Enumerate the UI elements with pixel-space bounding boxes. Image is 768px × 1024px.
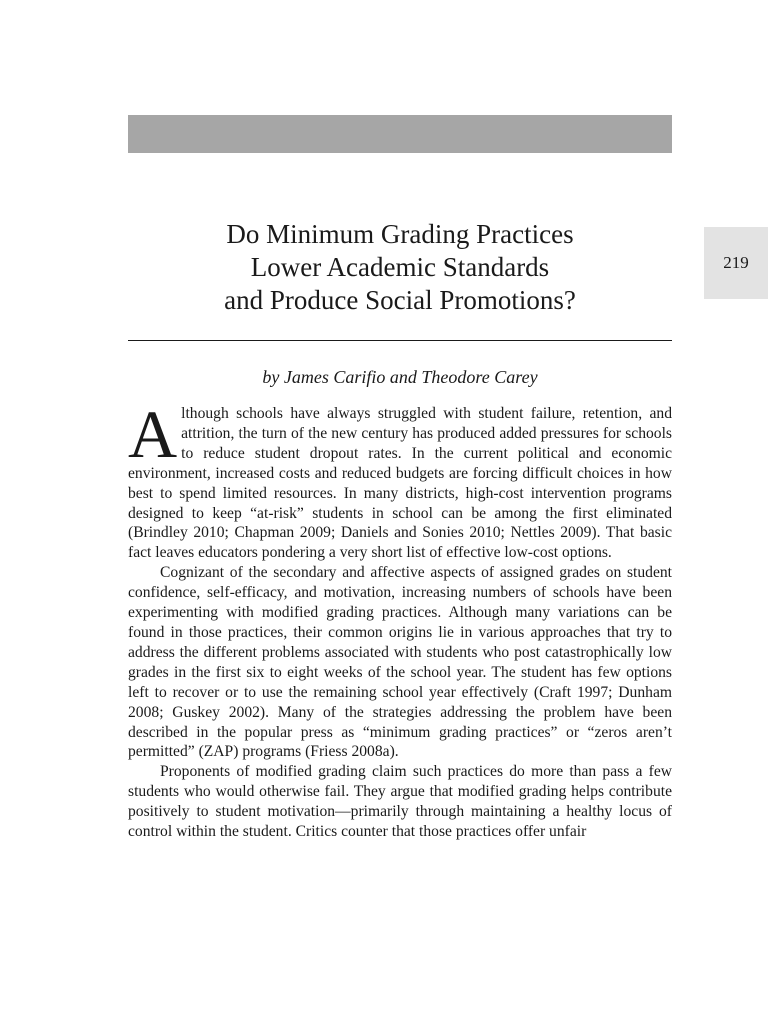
article-title [128,218,672,317]
drop-cap: A [128,396,178,472]
header-bar [128,115,672,153]
body-paragraph-1 [128,396,672,563]
author-byline: by James Carifio and Theodore Carey [262,367,538,387]
body-paragraph-3: Proponents of modified grading claim such practices do more than pass a few students who would otherwise fail. They argue that modified grading helps contribute positively to student motivation—primarily through maintaining a healthy locus of control within the student. Critics counter that those practices offer unfair [128,763,672,841]
article-title-line-1: Do Minimum Grading Practices [226,219,574,249]
body-paragraph-1-text: lthough schools have always struggled with student failure, retention, and attrition, the turn of the new century has produced added pressures for schools to reduce student dropout rates. In the current political and economic environment, increased costs and reduced budgets are forcing difficult choices in how best to spend limited resources. In many districts, high-cost intervention programs designed to keep “at-risk” students in school can be among the first eliminated (Brindley 2010; Chapman 2009; Daniels and Sonies 2010; Nettles 2009). That basic fact leaves educators pondering a very short list of effective low-cost options. [128,405,672,562]
article-title-line-3: and Produce Social Promotions? [224,285,576,315]
article-title-line-2: Lower Academic Standards [250,252,550,282]
article-body [128,396,672,842]
page-number-tab [704,227,768,299]
body-paragraph-2: Cognizant of the secondary and affective aspects of assigned grades on student confidence, self-efficacy, and motivation, increasing numbers of schools have been experimenting with modified grading practices. Although many variations can be found in those practices, their common origins lie in various approaches that try to address the different problems associated with students who post catastrophically low grades in the first six to eight weeks of the school year. The student has few options left to recover or to use the remaining school year effectively (Craft 1997; Dunham 2008; Guskey 2002). Many of the strategies addressing the problem have been described in the popular press as “minimum grading practices” or “zeros aren’t permitted” (ZAP) programs (Friess 2008a). [128,564,672,761]
page-number: 219 [723,253,749,272]
title-divider [128,340,672,341]
